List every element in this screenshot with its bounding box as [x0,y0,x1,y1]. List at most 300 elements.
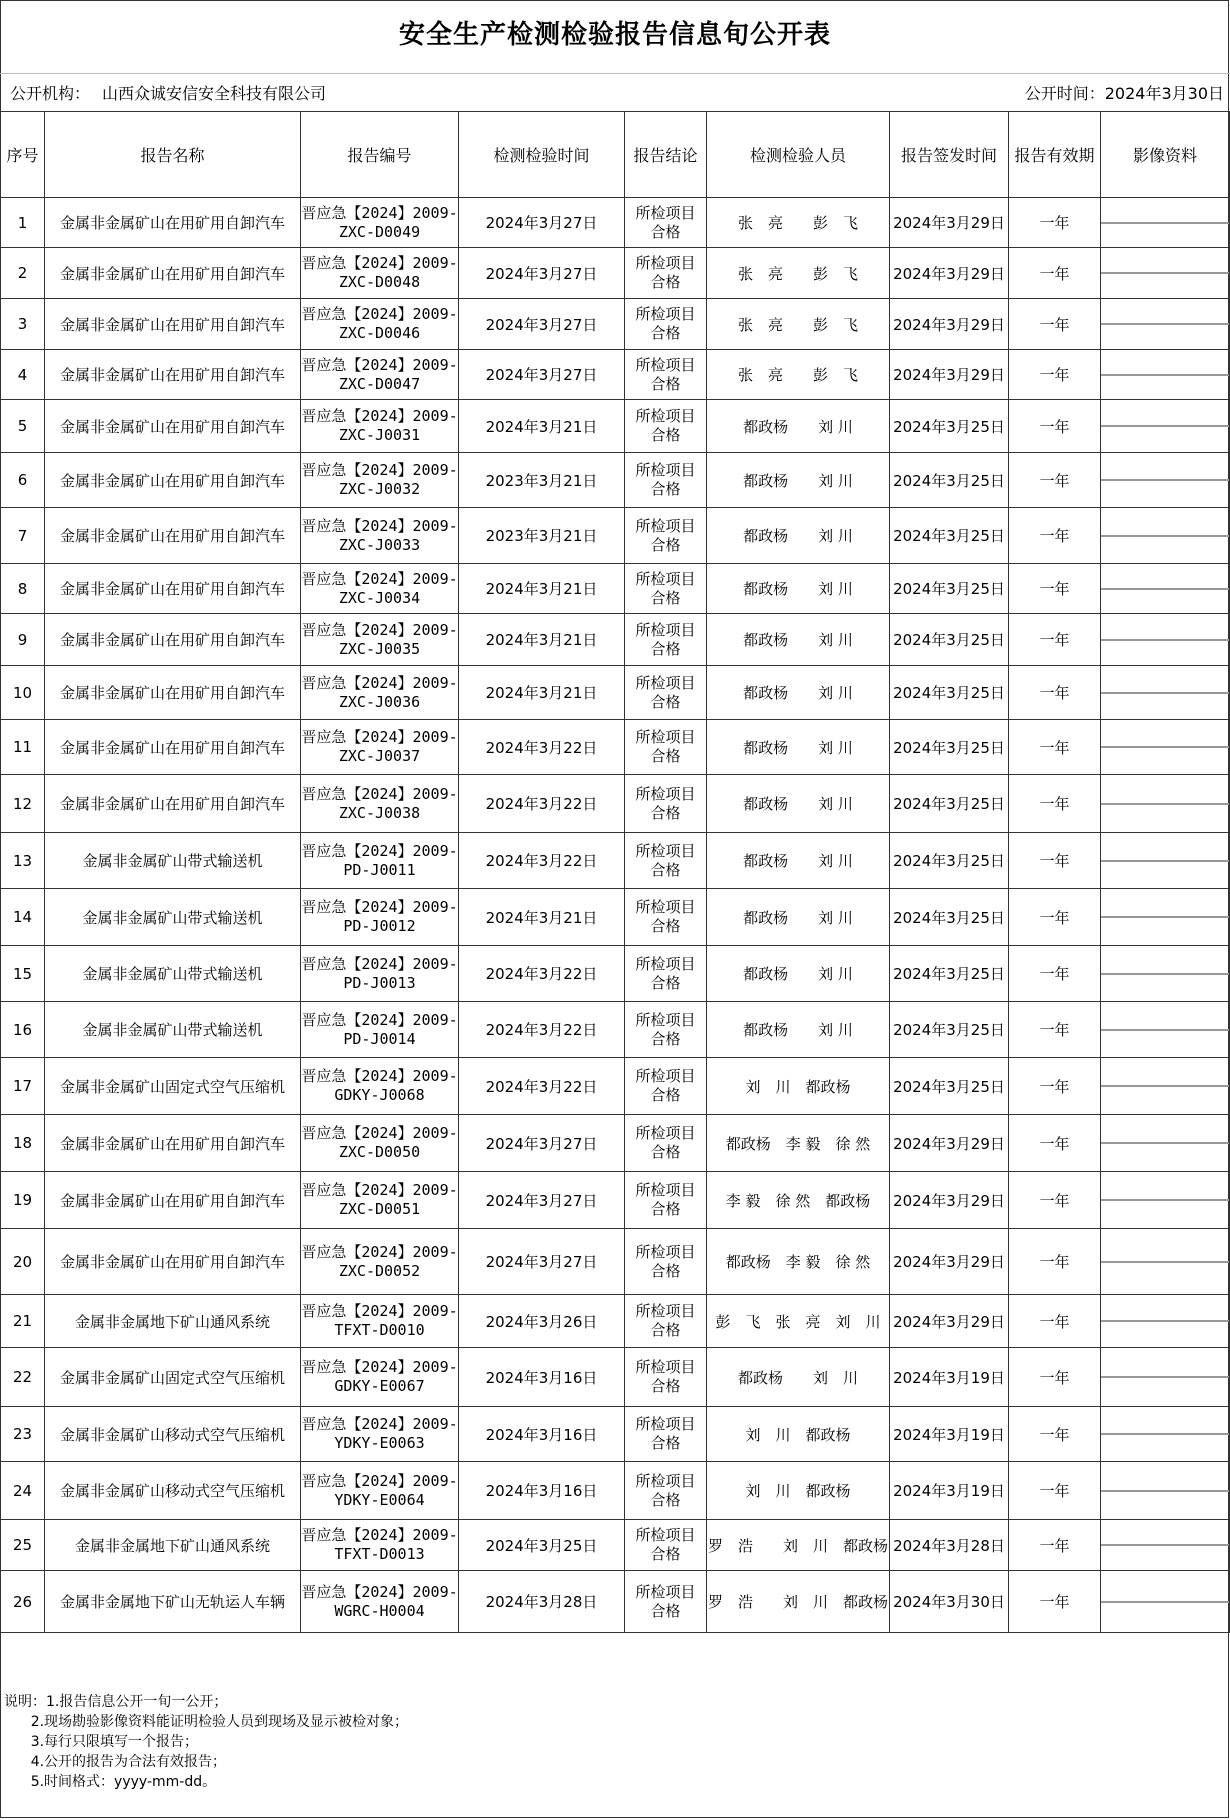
row-number: 9 [17,630,28,649]
test-date: 2024年3月27日 [485,1134,598,1153]
photo-conveyor[interactable] [1101,860,1229,862]
row-number: 6 [17,471,28,489]
validity: 一年 [1039,527,1070,545]
conclusion-line2: 合格 [650,973,681,992]
conclusion-line1: 所检项目 [635,516,696,535]
report-code-line1: 晋应急【2024】2009- [301,784,458,803]
photo-workers-helmet[interactable] [1101,1029,1229,1031]
report-code-line2: YDKY-E0064 [334,1490,425,1509]
report-name: 金属非金属矿山带式输送机 [82,852,263,870]
report-name: 金属非金属矿山在用矿用自卸汽车 [59,214,285,232]
report-code-line2: PD-J0014 [343,1029,416,1048]
test-date: 2023年3月21日 [485,527,598,545]
table-row [1,1520,1230,1571]
report-name: 金属非金属矿山在用矿用自卸汽车 [59,315,285,334]
cell-test-date [459,1058,625,1115]
test-date: 2024年3月21日 [485,417,598,436]
issue-date: 2024年3月25日 [893,684,1005,702]
cell-image [1101,614,1230,666]
test-date: 2024年3月22日 [485,738,598,757]
cell-issue-date [890,946,1009,1002]
report-code-line2: GDKY-E0067 [334,1377,425,1395]
issue-date: 2024年3月25日 [893,908,1005,927]
cell-inspectors [707,1295,890,1348]
cell-validity [1009,833,1101,889]
cell-inspectors [707,564,890,614]
cell-no [1,1002,45,1058]
validity: 一年 [1039,471,1070,490]
photo-compressor-blue[interactable] [1101,1376,1229,1378]
report-code-line2: ZXC-D0052 [338,1261,421,1280]
cell-image [1101,1462,1230,1520]
table-row [1,198,1230,248]
col-header-images: 影像资料 [1101,112,1230,198]
test-date: 2024年3月22日 [485,1021,598,1039]
cell-validity [1009,1229,1101,1295]
cell-code [301,1407,459,1462]
cell-issue-date [890,453,1009,508]
photo-inspector-machine[interactable] [1101,1490,1229,1492]
row-number: 13 [12,851,33,870]
cell-issue-date [890,1058,1009,1115]
validity: 一年 [1039,965,1070,983]
conclusion-line1: 所检项目 [635,620,696,639]
cell-no [1,833,45,889]
cell-test-date [459,1295,625,1348]
cell-validity [1009,1058,1101,1115]
cell-code [301,614,459,666]
report-code-line2: TFXT-D0013 [334,1545,425,1563]
cell-test-date [459,350,625,400]
report-code-line2: WGRC-H0004 [334,1601,425,1620]
cell-inspectors [707,1058,890,1115]
report-code-line1: 晋应急【2024】2009- [301,1242,458,1261]
report-name: 金属非金属地下矿山通风系统 [74,1312,270,1331]
cell-issue-date [890,198,1009,248]
report-name: 金属非金属矿山移动式空气压缩机 [59,1425,285,1444]
conclusion-line2: 合格 [650,426,681,444]
cell-inspectors [707,666,890,720]
inspectors: 张 亮 彭 飞 [737,315,858,334]
cell-conclusion [625,350,707,400]
cell-image [1101,1571,1230,1633]
col-header-conclusion: 报告结论 [625,112,707,198]
report-code-line1: 晋应急【2024】2009- [301,1010,458,1029]
report-code-line1: 晋应急【2024】2009- [301,1181,458,1199]
cell-name [45,198,301,248]
inspectors: 都政杨 刘 川 [743,795,853,813]
report-code-line2: ZXC-J0038 [338,803,421,822]
cell-code [301,666,459,720]
cell-conclusion [625,666,707,720]
photo-inspector-door[interactable] [1101,692,1229,694]
table-body [1,198,1230,1633]
report-code-line2: ZXC-D0049 [338,222,421,241]
report-code-line1: 晋应急【2024】2009- [301,203,458,222]
cell-name [45,1295,301,1348]
report-name: 金属非金属矿山在用矿用自卸汽车 [59,366,285,384]
test-date: 2024年3月28日 [485,1593,598,1611]
photo-inspector-ground[interactable] [1101,1142,1229,1144]
table-row [1,1571,1230,1633]
photo-conveyor-mesh[interactable] [1101,973,1229,975]
cell-image [1101,248,1230,299]
table-row [1,1002,1230,1058]
report-name: 金属非金属矿山在用矿用自卸汽车 [59,631,285,649]
conclusion-line1: 所检项目 [635,569,696,588]
cell-test-date [459,1520,625,1571]
publisher-info [10,81,326,104]
cell-conclusion [625,564,707,614]
conclusion-line2: 合格 [650,1545,681,1563]
cell-inspectors [707,453,890,508]
conclusion-line2: 合格 [650,639,681,658]
report-name: 金属非金属矿山带式输送机 [82,908,263,927]
cell-code [301,508,459,564]
row-number: 17 [12,1077,33,1095]
cell-no [1,1058,45,1115]
test-date: 2024年3月27日 [485,1253,598,1271]
report-name: 金属非金属矿山在用矿用自卸汽车 [59,264,285,283]
conclusion-line1: 所检项目 [635,841,696,860]
test-date: 2024年3月27日 [485,1191,598,1210]
row-number: 2 [17,264,28,282]
cell-validity [1009,946,1101,1002]
validity: 一年 [1039,631,1070,649]
photo-site-yard[interactable] [1101,425,1229,427]
issue-date: 2024年3月29日 [893,214,1005,232]
cell-test-date [459,248,625,299]
cell-code [301,350,459,400]
cell-code [301,1462,459,1520]
issue-date: 2024年3月25日 [893,795,1005,813]
row-number: 16 [12,1020,33,1039]
cell-inspectors [707,1229,890,1295]
cell-inspectors [707,350,890,400]
row-number: 20 [12,1252,33,1271]
test-date: 2024年3月21日 [485,580,598,598]
cell-no [1,564,45,614]
org-name: 山西众诚安信安全科技有限公司 [102,84,327,103]
conclusion-line2: 合格 [650,324,681,342]
col-header-inspectors: 检测检验人员 [707,112,890,198]
cell-no [1,350,45,400]
report-code-line2: ZXC-D0050 [338,1143,421,1161]
issue-date: 2024年3月28日 [893,1536,1005,1555]
cell-name [45,1520,301,1571]
photo-toolcase[interactable] [1101,1433,1229,1435]
issue-date: 2024年3月19日 [893,1368,1005,1387]
inspectors: 张 亮 彭 飞 [737,366,858,384]
cell-issue-date [890,720,1009,775]
test-date: 2024年3月16日 [485,1368,598,1387]
row-number: 21 [12,1312,33,1330]
photo-site-blue[interactable] [1101,479,1229,481]
cell-image [1101,1058,1230,1115]
cell-validity [1009,508,1101,564]
conclusion-line2: 合格 [650,803,681,822]
cell-name [45,666,301,720]
cell-validity [1009,1295,1101,1348]
inspectors: 刘 川 都政杨 [745,1482,851,1500]
table-row [1,833,1230,889]
cell-image [1101,400,1230,453]
report-name: 金属非金属矿山在用矿用自卸汽车 [59,1253,285,1271]
cell-test-date [459,198,625,248]
conclusion-line1: 所检项目 [635,1302,696,1320]
conclusion-line1: 所检项目 [635,1010,696,1029]
cell-image [1101,1295,1230,1348]
cell-inspectors [707,1462,890,1520]
conclusion-line2: 合格 [650,1601,681,1620]
report-code-line2: ZXC-D0047 [338,374,421,393]
validity: 一年 [1039,1482,1070,1500]
test-date: 2024年3月21日 [485,684,598,702]
inspectors: 李 毅 徐 然 都政杨 [725,1191,871,1210]
inspectors: 彭 飞 张 亮 刘 川 [715,1312,881,1331]
issue-date: 2024年3月29日 [893,1253,1005,1271]
test-date: 2023年3月21日 [485,471,598,490]
conclusion-line1: 所检项目 [635,1526,696,1544]
cell-no [1,1407,45,1462]
cell-conclusion [625,614,707,666]
photo-inspector-tire[interactable] [1101,588,1229,590]
cell-issue-date [890,889,1009,946]
publish-date: 2024年3月30日 [1104,84,1224,103]
report-code-line2: PD-J0013 [343,973,416,992]
cell-validity [1009,453,1101,508]
cell-test-date [459,1571,625,1633]
cell-validity [1009,666,1101,720]
cell-issue-date [890,775,1009,833]
table-row [1,666,1230,720]
validity: 一年 [1039,1536,1070,1555]
conclusion-line2: 合格 [650,747,681,765]
cell-name [45,1462,301,1520]
photo-tunnel[interactable] [1101,1320,1229,1322]
note-line: 说明：1.报告信息公开一旬一公开； [4,1694,228,1710]
issue-date: 2024年3月19日 [893,1482,1005,1500]
cell-no [1,1520,45,1571]
conclusion-line1: 所检项目 [635,1181,696,1199]
conclusion-line1: 所检项目 [635,954,696,973]
cell-issue-date [890,1295,1009,1348]
conclusion-line1: 所检项目 [635,254,696,272]
cell-conclusion [625,1571,707,1633]
cell-name [45,1229,301,1295]
cell-code [301,1115,459,1172]
report-code-line1: 晋应急【2024】2009- [301,1415,458,1433]
cell-validity [1009,198,1101,248]
cell-no [1,1172,45,1229]
cell-no [1,248,45,299]
cell-name [45,720,301,775]
cell-issue-date [890,833,1009,889]
photo-vehicle-cab[interactable] [1101,1601,1229,1603]
report-code-line2: ZXC-D0046 [338,324,421,342]
cell-code [301,1229,459,1295]
conclusion-line1: 所检项目 [635,461,696,479]
photo-inspector-rock[interactable] [1101,272,1229,274]
issue-date: 2024年3月25日 [893,527,1005,545]
cell-image [1101,946,1230,1002]
photo-yellow-truck[interactable] [1101,323,1229,325]
inspectors: 都政杨 李 毅 徐 然 [725,1253,871,1271]
report-code-line1: 晋应急【2024】2009- [301,898,458,916]
cell-code [301,1348,459,1407]
photo-cab-steering[interactable] [1101,1199,1229,1201]
photo-truck-side[interactable] [1101,535,1229,537]
report-code-line1: 晋应急【2024】2009- [301,1582,458,1601]
conclusion-line2: 合格 [650,588,681,607]
cell-inspectors [707,614,890,666]
test-date: 2024年3月16日 [485,1482,598,1500]
photo-green-truck[interactable] [1101,803,1229,805]
validity: 一年 [1039,1368,1070,1387]
issue-date: 2024年3月25日 [893,631,1005,649]
report-name: 金属非金属矿山在用矿用自卸汽车 [59,580,285,598]
cell-name [45,946,301,1002]
cell-conclusion [625,1462,707,1520]
row-number: 8 [17,579,28,598]
cell-no [1,453,45,508]
cell-test-date [459,1229,625,1295]
cell-conclusion [625,775,707,833]
test-date: 2024年3月21日 [485,908,598,927]
photo-tunnel-2[interactable] [1101,1544,1229,1546]
cell-code [301,1172,459,1229]
cell-inspectors [707,198,890,248]
cell-no [1,198,45,248]
cell-code [301,1002,459,1058]
col-header-test-date: 检测检验时间 [459,112,625,198]
cell-inspectors [707,1348,890,1407]
cell-conclusion [625,299,707,350]
validity: 一年 [1039,1312,1070,1331]
cell-no [1,720,45,775]
report-code-line2: ZXC-J0034 [338,588,421,607]
cell-image [1101,833,1230,889]
cell-validity [1009,1407,1101,1462]
cell-validity [1009,775,1101,833]
conclusion-line1: 所检项目 [635,673,696,692]
cell-code [301,946,459,1002]
cell-validity [1009,889,1101,946]
issue-date: 2024年3月30日 [893,1593,1005,1611]
cell-image [1101,198,1230,248]
test-date: 2024年3月22日 [485,795,598,813]
conclusion-line2: 合格 [650,917,681,935]
col-header-issue-date: 报告签发时间 [890,112,1009,198]
validity: 一年 [1039,214,1070,232]
issue-date: 2024年3月25日 [893,1021,1005,1039]
table-row [1,1407,1230,1462]
report-name: 金属非金属矿山在用矿用自卸汽车 [59,684,285,702]
cell-code [301,775,459,833]
conclusion-line1: 所检项目 [635,355,696,374]
photo-compressor[interactable] [1101,1085,1229,1087]
photo-yellow-truck-2[interactable] [1101,374,1229,376]
cell-conclusion [625,1229,707,1295]
cell-conclusion [625,1520,707,1571]
cell-validity [1009,1002,1101,1058]
report-code-line2: ZXC-J0032 [338,480,421,498]
cell-validity [1009,564,1101,614]
report-code-line1: 晋应急【2024】2009- [301,841,458,860]
row-number: 22 [12,1368,33,1386]
photo-conveyor-sign[interactable] [1101,916,1229,918]
cell-test-date [459,720,625,775]
cell-issue-date [890,614,1009,666]
photo-truck-wheel[interactable] [1101,222,1229,224]
cell-validity [1009,350,1101,400]
row-number: 7 [17,526,28,545]
photo-cab-interior[interactable] [1101,639,1229,641]
cell-issue-date [890,400,1009,453]
cell-code [301,889,459,946]
report-code-line1: 晋应急【2024】2009- [301,1526,458,1544]
issue-date: 2024年3月25日 [893,852,1005,870]
issue-date: 2024年3月25日 [893,738,1005,757]
inspectors: 都政杨 刘 川 [743,908,853,927]
cell-code [301,400,459,453]
conclusion-line1: 所检项目 [635,784,696,803]
row-number: 11 [12,738,33,756]
cell-conclusion [625,833,707,889]
table-row [1,299,1230,350]
cell-conclusion [625,1058,707,1115]
report-code-line2: ZXC-D0048 [338,273,421,291]
page-title: 安全生产检测检验报告信息旬公开表 [398,20,831,50]
test-date: 2024年3月22日 [485,965,598,983]
photo-green-truck-2[interactable] [1101,1261,1229,1263]
cell-name [45,350,301,400]
table-row [1,1115,1230,1172]
col-header-code: 报告编号 [301,112,459,198]
report-code-line2: ZXC-J0036 [338,692,421,711]
table-row [1,350,1230,400]
report-code-line1: 晋应急【2024】2009- [301,305,458,323]
cell-code [301,299,459,350]
cell-inspectors [707,833,890,889]
cell-conclusion [625,1115,707,1172]
photo-site-road[interactable] [1101,746,1229,748]
cell-image [1101,453,1230,508]
cell-test-date [459,1462,625,1520]
cell-validity [1009,1571,1101,1633]
col-header-no: 序号 [1,112,45,198]
validity: 一年 [1039,1593,1070,1611]
row-number: 4 [17,365,28,384]
conclusion-line1: 所检项目 [635,898,696,916]
cell-validity [1009,1348,1101,1407]
cell-code [301,833,459,889]
cell-issue-date [890,350,1009,400]
inspectors: 都政杨 刘 川 [743,738,853,757]
cell-no [1,775,45,833]
cell-conclusion [625,400,707,453]
cell-image [1101,720,1230,775]
row-number: 15 [12,964,33,983]
report-code-line1: 晋应急【2024】2009- [301,1124,458,1142]
inspectors: 都政杨 刘 川 [743,852,853,870]
cell-image [1101,508,1230,564]
issue-date: 2024年3月19日 [893,1425,1005,1444]
report-name: 金属非金属矿山在用矿用自卸汽车 [59,738,285,757]
validity: 一年 [1039,1253,1070,1271]
inspectors: 都政杨 刘 川 [743,1021,853,1039]
cell-test-date [459,1002,625,1058]
